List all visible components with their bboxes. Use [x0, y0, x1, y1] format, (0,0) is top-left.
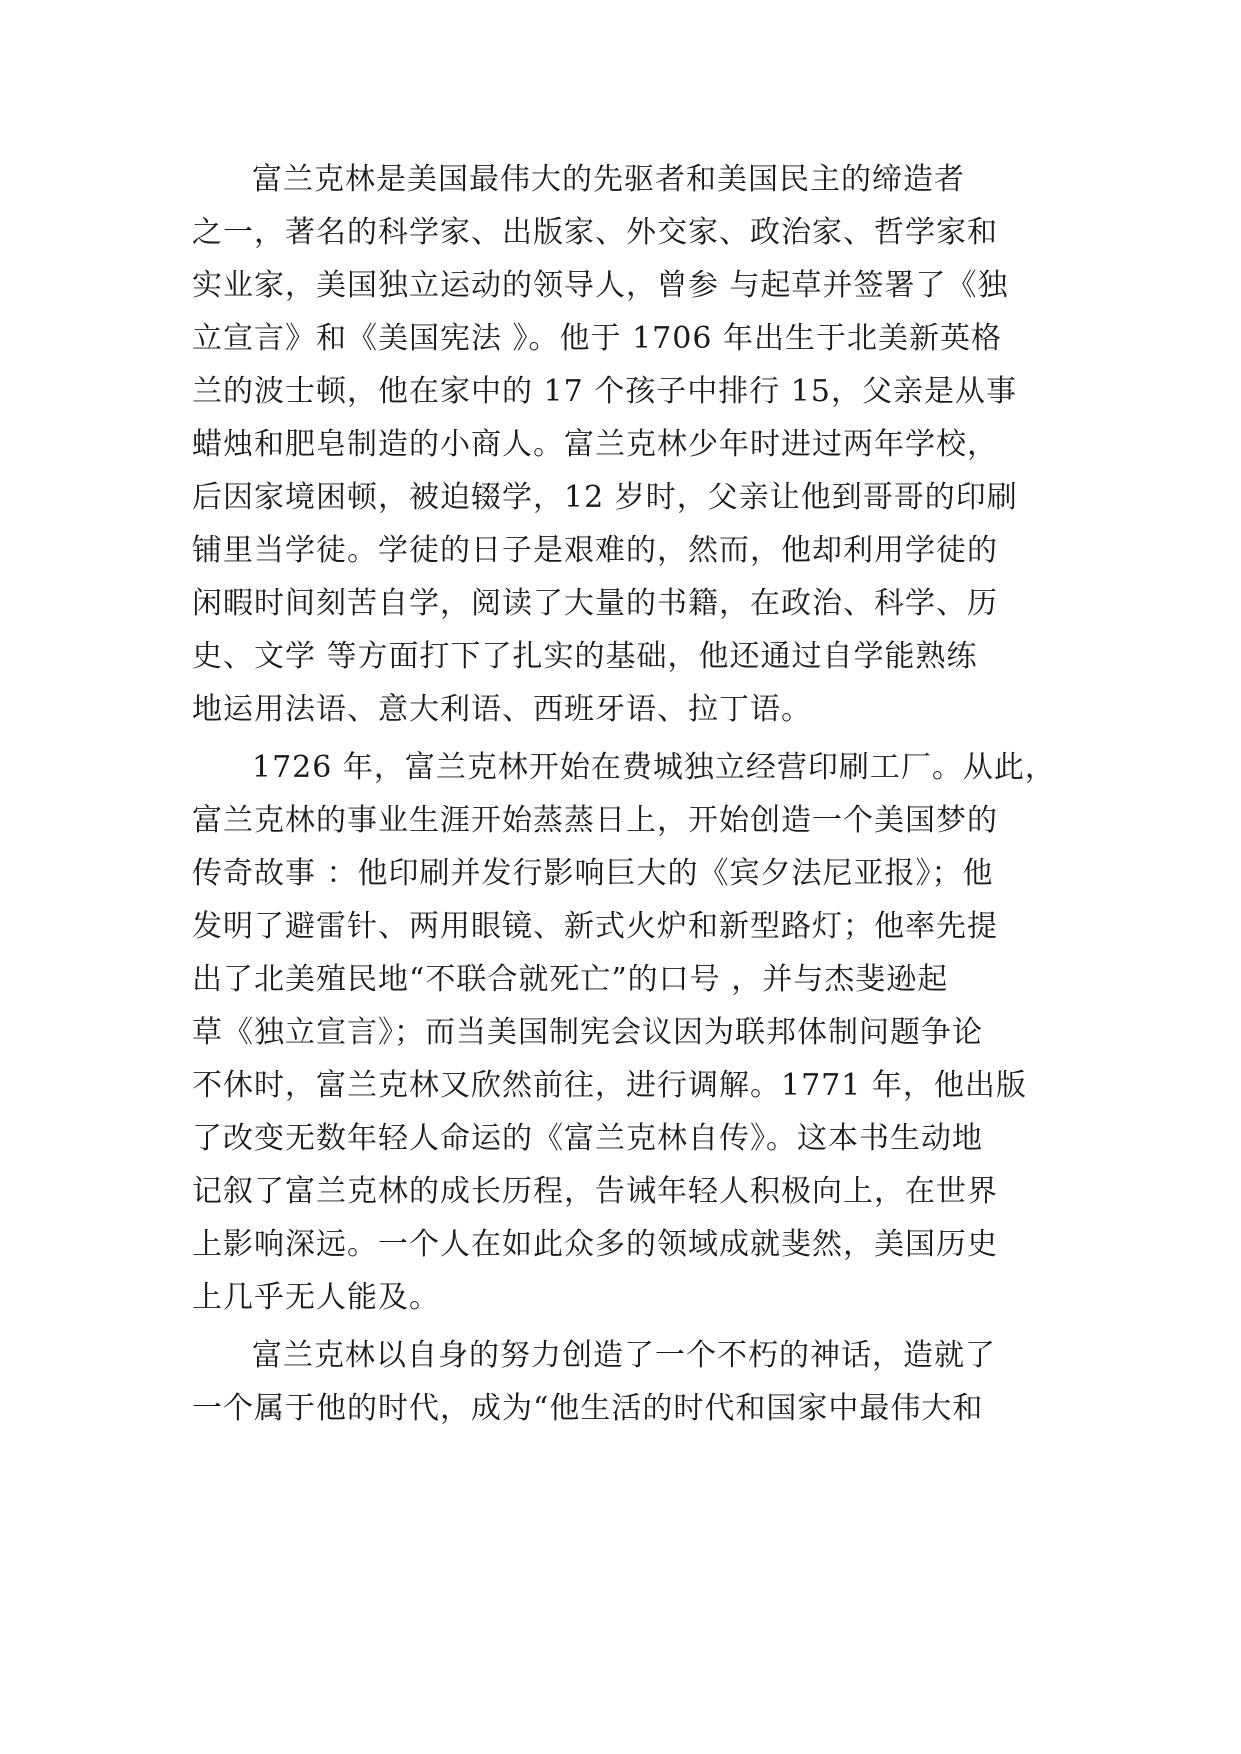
text-line: 蜡烛和肥皂制造的小商人。富兰克林少年时进过两年学校，	[192, 427, 998, 462]
text-line: 不休时，富兰克林又欣然前往，进行调解。1771 年，他出版	[192, 1068, 1027, 1103]
text-line: 发明了避雷针、两用眼镜、新式火炉和新型路灯；他率先提	[192, 909, 998, 944]
text-line: 富兰克林的事业生涯开始蒸蒸日上，开始创造一个美国梦的	[192, 803, 998, 838]
text-line: 记叙了富兰克林的成长历程，告诫年轻人积极向上，在世界	[192, 1174, 998, 1209]
text-line: 史、文学 等方面打下了扎实的基础，他还通过自学能熟练	[192, 639, 978, 674]
text-line: 地运用法语、意大利语、西班牙语、拉丁语。	[192, 692, 812, 727]
text-line: 传奇故事 ：他印刷并发行影响巨大的《宾夕法尼亚报》；他	[192, 856, 994, 891]
text-line: 富兰克林以自身的努力创造了一个不朽的神话，造就了	[252, 1338, 996, 1373]
text-line: 草《独立宣言》；而当美国制宪会议因为联邦体制问题争论	[192, 1015, 983, 1050]
text-line: 之一，著名的科学家、出版家、外交家、政治家、哲学家和	[192, 215, 998, 250]
text-line: 出了北美殖民地“不联合就死亡”的口号 ，并与杰斐逊起	[192, 962, 949, 997]
text-line: 闲暇时间刻苦自学，阅读了大量的书籍，在政治、科学、历	[192, 586, 998, 621]
text-line: 实业家，美国独立运动的领导人，曾参 与起草并签署了《独	[192, 268, 1009, 303]
text-line: 后因家境困顿，被迫辍学，12 岁时，父亲让他到哥哥的印刷	[192, 480, 1018, 515]
text-line: 兰的波士顿，他在家中的 17 个孩子中排行 15，父亲是从事	[192, 374, 1017, 409]
text-line: 上影响深远。一个人在如此众多的领域成就斐然，美国历史	[192, 1227, 998, 1262]
text-line: 铺里当学徒。学徒的日子是艰难的，然而，他却利用学徒的	[192, 533, 998, 568]
text-line: 了改变无数年轻人命运的《富兰克林自传》。这本书生动地	[192, 1121, 983, 1156]
text-line: 富兰克林是美国最伟大的先驱者和美国民主的缔造者	[252, 162, 965, 197]
text-line: 1726 年，富兰克林开始在费城独立经营印刷工厂。从此，	[252, 750, 1056, 785]
text-line: 上几乎无人能及。	[192, 1280, 440, 1315]
text-line: 立宣言》和《美国宪法 》。他于 1706 年出生于北美新英格	[192, 321, 1002, 356]
text-line: 一个属于他的时代，成为“他生活的时代和国家中最伟大和	[192, 1391, 984, 1426]
